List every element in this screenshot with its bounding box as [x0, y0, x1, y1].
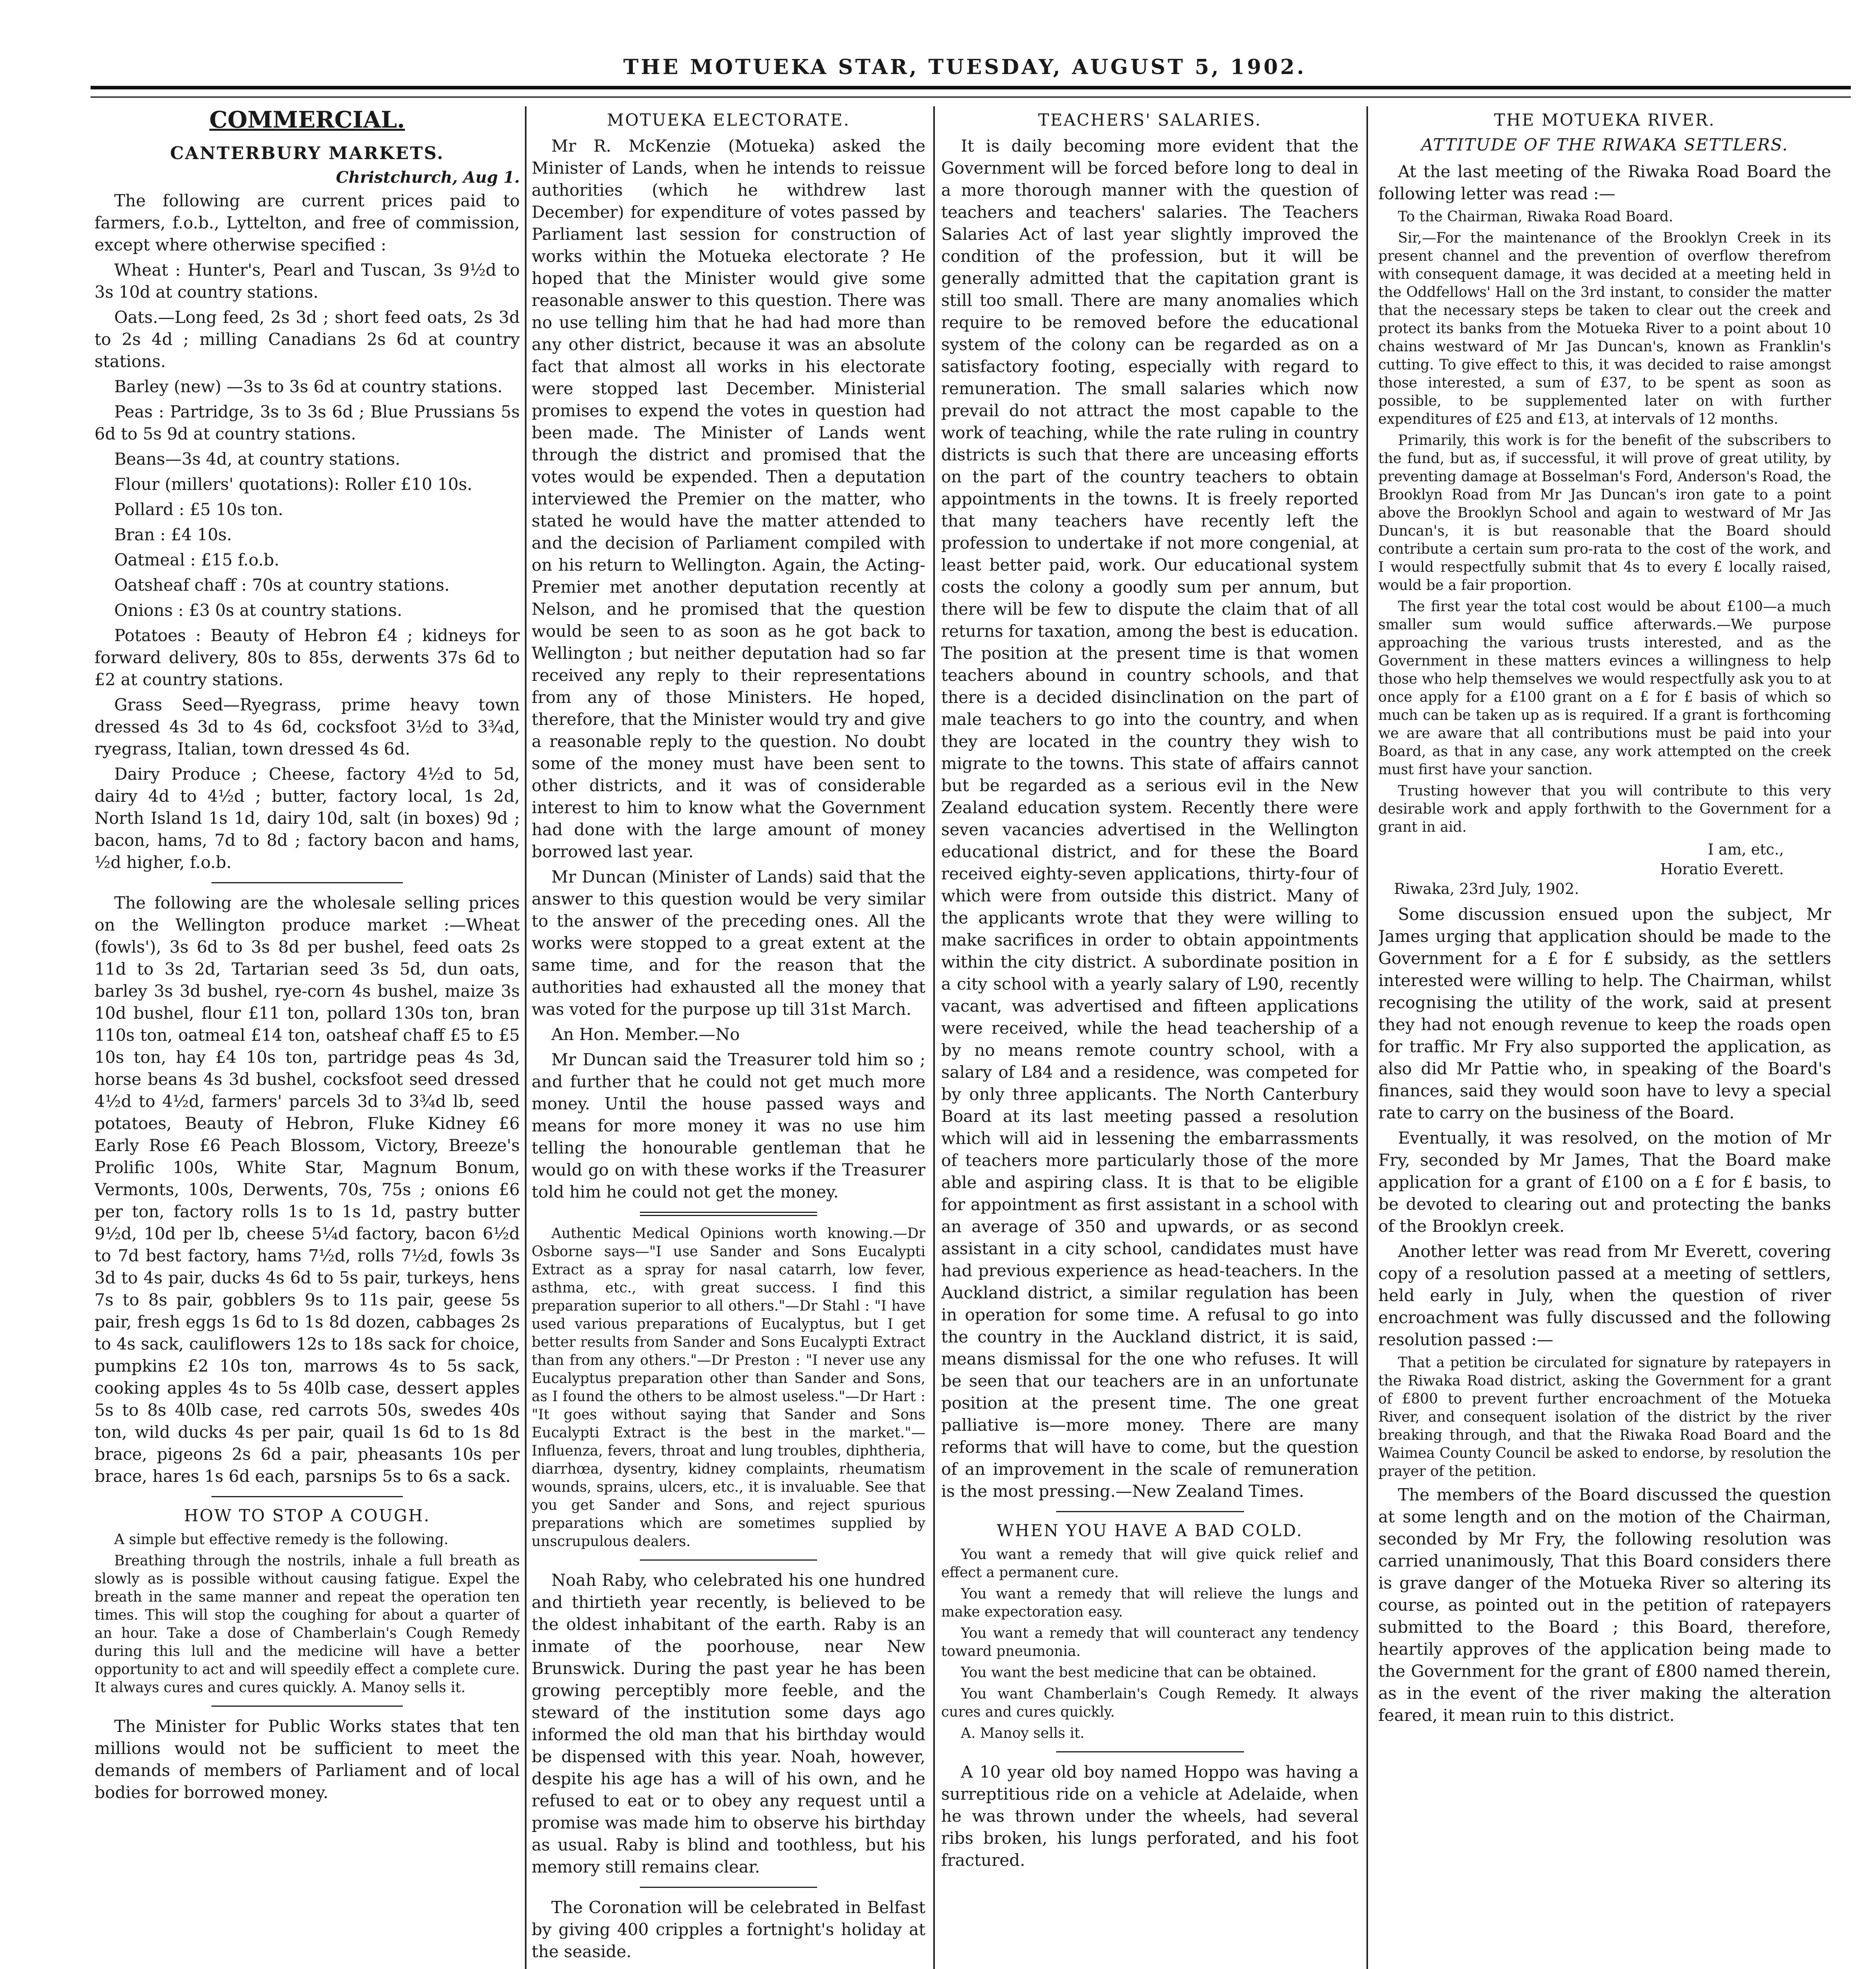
paragraph: Breathing through the nostrils, inhale a full breath as slowly as is possible without causing fatigue. Expel the breath in the same manner and repeat the operation ten times. This will stop the coughing for about a quarter of an hour. Take a dose of Chamberlain's Cough Remedy during this lull and the medicine will have a better opportunity to act and will speedily effect a complete cure. It always cures and cures quickly. A. Manoy sells it.	[95, 1553, 520, 1696]
column-rule	[933, 106, 935, 1969]
commercial-heading: COMMERCIAL.	[209, 106, 405, 133]
paragraph: Dairy Produce ; Cheese, factory 4½d to 5d, dairy 4d to 4½d ; butter, factory local, 1s 2d, North Island 1s 1d, dairy 10d, salt (in boxes) 9d ; bacon, hams, 7d to 8d ; factory bacon and hams, ½d higher, f.o.b.	[95, 764, 520, 872]
masthead-rule	[91, 86, 1851, 98]
petition-resolution: That a petition be circulated for signature by ratepayers in the Riwaka Road district, asking the Government for a grant of £800 to prevent further encroachment of the Motueka River, and consequent isolation of the district by the river breaking through, and that the Riwaka Road Board and the Waimea County Council be asked to endorse, by resolution the prayer of the petition.	[1378, 1355, 1831, 1480]
hoppo-paragraph: A 10 year old boy named Hoppo was having a surreptitious ride on a vehicle at Adelaide, when he was thrown under the wheels, had several ribs broken, his lungs perforated, and his foot fractured.	[941, 1762, 1359, 1870]
divider	[211, 1706, 403, 1707]
divider	[640, 1559, 817, 1561]
paragraph: The following are current prices paid to farmers, f.o.b., Lyttelton, and free of commission, except where otherwise specified :	[95, 191, 520, 254]
electorate-heading: MOTUEKA ELECTORATE.	[607, 110, 850, 130]
masthead: THE MOTUEKA STAR, TUESDAY, AUGUST 5, 1902.	[623, 55, 1307, 79]
letter-address: To the Chairman, Riwaka Road Board.	[1398, 209, 1673, 225]
paragraph: Potatoes : Beauty of Hebron £4 ; kidneys for forward delivery, 80s to 85s, derwents 37s 6d to £2 at country stations.	[95, 626, 520, 689]
cold-title: WHEN YOU HAVE A BAD COLD.	[997, 1521, 1303, 1540]
paragraph: Eventually, it was resolved, on the motion of Mr Fry, seconded by Mr James, That the Board make application for a grant of £100 on a £ for £ basis, to be devoted to clearing out and protecting the banks of the Brooklyn creek.	[1378, 1128, 1831, 1236]
paragraph: An Hon. Member.—No	[551, 1025, 740, 1044]
markets-dateline: Christchurch, Aug 1.	[336, 168, 520, 187]
cough-title: HOW TO STOP A COUGH.	[184, 1506, 430, 1525]
paragraph: Bran : £4 10s.	[114, 525, 232, 544]
column-motueka-river	[1378, 106, 1831, 1969]
paragraph: Barley (new) —3s to 3s 6d at country stations.	[114, 377, 503, 396]
paragraph: Grass Seed—Ryegrass, prime heavy town dressed 4s 3d to 4s 6d, cocksfoot 3½d to 3¾d, ryegrass, Italian, town dressed 4s 6d.	[95, 695, 520, 758]
letter-paragraph: The first year the total cost would be about £100—a much smaller sum would suffice afterwards.—We purpose approaching the various trusts interested, and as the Government in these matters evinces a willingness to help those who help themselves we would respectfully ask you to at once apply for a £100 grant on a £ for £ basis of which so much can be taken up as is required. If a grant is forthcoming we are aware that all contributions must be paid into your Board, as that in any case, any work attempted on the creek must first have your sanction.	[1378, 599, 1831, 778]
paragraph: Another letter was read from Mr Everett, covering copy of a resolution passed at a meeting of settlers, held early in July, when the question of river encroachment was fully discussed and the following resolution passed :—	[1378, 1242, 1831, 1349]
paragraph: Oats.—Long feed, 2s 3d ; short feed oats, 2s 3d to 2s 4d ; milling Canadians 2s 6d at country stations.	[95, 308, 520, 371]
letter-paragraph: Trusting however that you will contribute to this very desirable work and apply forthwith to the Government for a grant in aid.	[1378, 783, 1831, 835]
paragraph: Beans—3s 4d, at country stations.	[114, 449, 400, 469]
paragraph: A simple but effective remedy is the following.	[114, 1531, 449, 1548]
column-teachers-salaries	[941, 106, 1359, 1969]
cold-line: A. Manoy sells it.	[961, 1725, 1084, 1741]
divider	[640, 1887, 817, 1888]
letter-paragraph: Primarily, this work is for the benefit of the subscribers to the fund, but as, if successful, it will prove of great utility, by preventing damage at Bosselman's Ford, Anderson's Road, the Brooklyn Road from Mr Jas Duncan's iron gate to a point above the Brooklyn School and again to westward of Mr Jas Duncan's, it is but reasonable that the Board should contribute a certain sum pro-rata to the cost of the work, and I would respectfully submit that 4s to every £ locally raised, would be a fair proportion.	[1378, 432, 1831, 593]
eucalypti-advert: Authentic Medical Opinions worth knowing.—Dr Osborne says—"I use Sander and Sons Eucalypti Extract as a spray for nasal catarrh, low fever, asthma, etc., with great success. I find this preparation superior to all others."—Dr Stahl : "I have used various preparations of Eucalyptus, but I get better results from Sander and Sons Eucalypti Extract than from any others."—Dr Preston : "I never use any Eucalyptus preparation other than Sander and Sons, as I found the others to be almost useless."—Dr Hart : "It goes without saying that Sander and Sons Eucalypti Extract is the best in the market."—Influenza, fevers, throat and lung troubles, diphtheria, diarrhœa, dysentry, kidney complaints, rheumatism wounds, sprains, ulcers, etc., it is invaluable. See that you get Sander and Sons, and reject spurious preparations which are sometimes supplied by unscrupulous dealers.	[532, 1226, 925, 1550]
divider	[211, 882, 403, 883]
paragraph: Oatsheaf chaff : 70s at country stations.	[114, 575, 450, 595]
board-resolution: The members of the Board discussed the question at some length and on the motion of the Chairman, seconded by Mr Fry, the following resolution was carried unanimously, That this Board considers there is grave danger of the Motueka River so altering its course, as pointed out in the petition of ratepayers submitted to the Board ; this Board, therefore, heartily approves of the application being made to the Government for the grant of £800 named therein, as in the event of the river making the alteration feared, it mean ruin to this district.	[1378, 1485, 1831, 1725]
cold-line: You want a remedy that will counteract any tendency toward pneumonia.	[941, 1625, 1359, 1659]
paragraph: Flour (millers' quotations): Roller £10 10s.	[114, 475, 473, 494]
river-subheading: ATTITUDE OF THE RIWAKA SETTLERS.	[1421, 135, 1789, 154]
coronation-paragraph: The Coronation will be celebrated in Belfast by giving 400 cripples a fortnight's holiday at the seaside.	[532, 1898, 925, 1961]
divider	[1056, 1511, 1244, 1512]
paragraph: Mr R. McKenzie (Motueka) asked the Minister of Lands, when he intends to reissue authorities (which he withdrew last December) for expenditure of votes passed by Parliament last session for construction of works within the Motueka electorate ? He hoped that the Minister would give some reasonable answer to this question. There was no use telling him that he had had more than any other district, because it was an absolute fact that almost all works in his electorate were stopped last December. Ministerial promises to expend the votes in question had been made. The Minister of Lands went through the district and promised that the votes would be expended. Then a deputation interviewed the Premier on the matter, who stated he would have the matter attended to and the decision of Parliament compiled with on his return to Wellington. Again, the Acting-Premier met another deputation recently at Nelson, and he promised that the question would be seen to as soon as he got back to Wellington ; but neither deputation had so far received any reply to their representations from any of those Ministers. He hoped, therefore, that the Minister would try and give a reasonable reply to the question. No doubt some of the money must have been sent to other districts, and it was of considerable interest to him to know what the Government had done with the large amount of money borrowed last year.	[532, 136, 925, 861]
column-rule	[525, 106, 526, 1969]
cold-line: You want a remedy that will give quick relief and effect a permanent cure.	[941, 1546, 1359, 1581]
paragraph: Oatmeal : £15 f.o.b.	[114, 550, 280, 569]
cold-line: You want Chamberlain's Cough Remedy. It always cures and cures quickly.	[941, 1686, 1359, 1720]
divider	[211, 1496, 403, 1497]
column-commercial	[95, 106, 520, 1969]
markets-title: CANTERBURY MARKETS.	[170, 143, 445, 163]
column-motueka-electorate	[532, 106, 925, 1969]
letter-signoff: I am, etc.,	[1707, 841, 1784, 858]
raby-paragraph: Noah Raby, who celebrated his one hundred and thirtieth year recently, is believed to be the oldest inhabitant of the earth. Raby is an inmate of the poorhouse, near New Brunswick. During the past year he has been growing perceptibly more feeble, and the steward of the institution some days ago informed the old man that his birthday would be dispensed with this year. Noah, however, despite his age has a will of his own, and he refused to eat or to obey any request until a promise was made him to observe his birthday as usual. Raby is blind and toothless, but his memory still remains clear.	[532, 1570, 925, 1876]
paragraph: It is daily becoming more evident that the Government will be forced before long to deal in a more thorough manner with the question of teachers and teachers' salaries. The Teachers Salaries Act of last year slightly improved the condition of the profession, but it will be generally admitted that the capitation grant is still too small. There are many anomalies which require to be removed before the educational system of the colony can be regarded as on a satisfactory footing, especially with regard to remuneration. The small salaries which now prevail do not attract the most capable to the work of teaching, while the rate ruling in country districts is such that there are unceasing efforts on the part of the country teachers to obtain appointments in the towns. It is freely reported that many teachers have recently left the profession to undertake if not more congenial, at least better paid, work. Our educational system costs the colony a goodly sum per annum, but there will be few to dispute the claim that of all returns for taxation, among the best is education. The position at the present time is that women teachers abound in country schools, and that there is a decided disinclination on the part of male teachers to go into the country, and when they are located in the country they wish to migrate to the towns. This state of affairs cannot but be regarded as a serious evil in the New Zealand education system. Recently there were seven vacancies advertised in the Wellington educational district, and for these the Board received eighty-seven applications, thirty-four of which were from outside this district. Many of the applicants wrote that they were willing to make sacrifices in order to obtain appointments within the city district. A subordinate position in a city school with a yearly salary of L90, recently vacant, was advertised and fifteen applications were received, while the head teachership of a by no means remote country school, with a salary of L84 and a residence, was competed for by only three applicants. The North Canterbury Board at its last meeting passed a resolution which will aid in lessening the embarrassments of teachers more particularly those of the more able and aspiring class. It is that to be eligible for appointment as first assistant in a school with an average of 350 and upwards, or as second assistant in a city school, candidates must have had previous experience as head-teachers. In the Auckland district, a similar regulation has been in operation for some time. A refusal to go into the country in the Auckland district, it is said, means dismissal for the one who refuses. It will be seen that our teachers are in an unfortunate position at the present time. The one great palliative is—more money. There are many reforms that will have to come, but the question of an improvement in the scale of remuneration is the most pressing.—New Zealand Times.	[941, 136, 1359, 1501]
cold-line: You want the best medicine that can be obtained.	[961, 1665, 1317, 1681]
minister-paragraph: The Minister for Public Works states that ten millions would not be sufficient to meet the demands of members of Parliament and of local bodies for borrowed money.	[95, 1717, 520, 1802]
intro-paragraph: At the last meeting of the Riwaka Road Board the following letter was read :—	[1378, 162, 1831, 203]
paragraph: Mr Duncan (Minister of Lands) said that the answer to this question would be very similar to the answer of the preceding ones. All the works were stopped to a great extent at the same time, and for the reason that the authorities had exhausted all the money that was voted for the purpose up till 31st March.	[532, 867, 925, 1019]
paragraph: Some discussion ensued upon the subject, Mr James urging that application should be made to the Government for a £ for £ subsidy, as the settlers interested were willing to help. The Chairman, whilst recognising the utility of the work, said at present they had not enough revenue to keep the roads open for traffic. Mr Fry also supported the application, as also did Mr Pattie who, in speaking of the Board's finances, said they would soon have to levy a special rate to carry on the business of the Board.	[1378, 905, 1831, 1122]
paragraph: Mr Duncan said the Treasurer told him so ; and further that he could not get much more money. Until the house passed ways and means for more money it was no use him telling the honourable gentleman that he would go on with these works if the Treasurer told him he could not get the money.	[532, 1050, 925, 1201]
column-rule	[1366, 106, 1368, 1969]
river-heading: THE MOTUEKA RIVER.	[1494, 110, 1715, 130]
letter-paragraph: Sir,—For the maintenance of the Brooklyn Creek in its present channel and the prevention of overflow therefrom with consequent damage, it was decided at a meeting held in the Oddfellows' Hall on the 3rd instant, to consider the matter that the necessary steps be taken to clear out the creek and protect its banks from the Motueka River to a point about 10 chains westward of Mr Jas Duncan's, known as Franklin's cutting. To give effect to this, it was decided to raise amongst those interested, a sum of £37, to be spent as soon as possible, to be supplemented later on with further expenditures of £25 and £13, at intervals of 12 months.	[1378, 230, 1831, 427]
cold-line: You want a remedy that will relieve the lungs and make expectoration easy.	[941, 1586, 1359, 1620]
wellington-prices: The following are the wholesale selling prices on the Wellington produce market :—Wheat (fowls'), 3s 6d to 3s 8d per bushel, feed oats 2s 11d to 3s 2d, Tartarian seed 3s 5d, dun oats, barley 3s 3d bushel, rye-corn 4s bushel, maize 3s 10d bushel, flour £11 ton, pollard 130s ton, bran 110s ton, oatmeal £14 ton, oatsheaf chaff £5 to £5 10s ton, hay £4 10s ton, partridge peas 4s 3d, horse beans 4s 3d bushel, cocksfoot seed dressed 4½d to 4½d, farmers' parcels 3d to 3¾d lb, seed potatoes, Beauty of Hebron, Fluke Kidney £6 Early Rose £6 Peach Blossom, Victory, Breeze's Prolific 100s, White Star, Magnum Bonum, Vermonts, 100s, Derwents, 70s, 75s ; onions £6 per ton, factory rolls 1s to 1s 1d, pastry butter 9½d, 10d per lb, cheese 5¼d factory, bacon 6½d to 7d best factory, hams 7½d, rolls 7½d, fowls 3s 3d to 4s pair, ducks 4s 6d to 5s pair, turkeys, hens 7s to 8s pair, gobblers 9s to 11s pair, geese 5s pair, fresh eggs 1s 6d to 1s 8d dozen, cabbages 2s to 4s sack, cauliflowers 12s to 18s sack for choice, pumpkins £2 10s ton, marrows 4s to 5s sack, cooking apples 4s to 5s 40lb case, dessert apples 5s to 8s 40lb case, red carrots 50s, swedes 40s ton, wild ducks 4s per pair, quail 1s 6d to 1s 8d brace, pigeons 2s 6d a pair, pheasants 10s per brace, hares 1s 6d each, parsnips 5s to 6s a sack.	[95, 893, 520, 1486]
teachers-heading: TEACHERS' SALARIES.	[1038, 110, 1262, 130]
letter-signature: Horatio Everett.	[1660, 860, 1784, 878]
divider	[640, 1212, 817, 1216]
paragraph: Pollard : £5 10s ton.	[114, 500, 284, 519]
paragraph: Onions : £3 0s at country stations.	[114, 601, 402, 620]
letter-date: Riwaka, 23rd July, 1902.	[1394, 880, 1579, 897]
divider	[1056, 1751, 1244, 1752]
paragraph: Peas : Partridge, 3s to 3s 6d ; Blue Prussians 5s 6d to 5s 9d at country stations.	[95, 402, 520, 443]
paragraph: Wheat : Hunter's, Pearl and Tuscan, 3s 9½d to 3s 10d at country stations.	[95, 260, 520, 302]
